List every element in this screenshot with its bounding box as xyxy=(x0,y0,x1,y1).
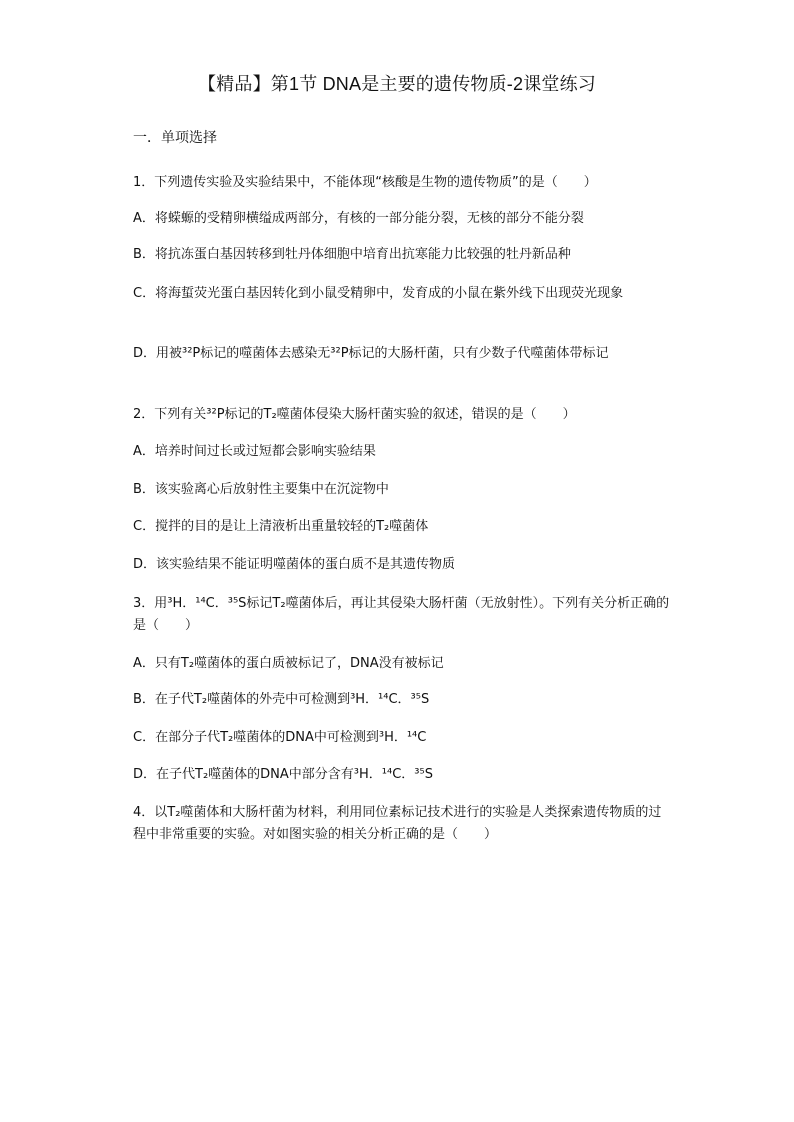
question-2-stem: 2．下列有关³²P标记的T₂噬菌体侵染大肠杆菌实验的叙述，错误的是（ ） xyxy=(133,407,576,422)
question-3-option-d: D．在子代T₂噬菌体的DNA中部分含有³H．¹⁴C．³⁵S xyxy=(133,767,433,782)
question-3-option-c: C．在部分子代T₂噬菌体的DNA中可检测到³H．¹⁴C xyxy=(133,730,427,745)
question-2-option-b: B．该实验离心后放射性主要集中在沉淀物中 xyxy=(133,482,389,497)
question-3-option-b: B．在子代T₂噬菌体的外壳中可检测到³H．¹⁴C．³⁵S xyxy=(133,692,430,707)
question-1-option-a: A．将蝾螈的受精卵横缢成两部分，有核的一部分能分裂，无核的部分不能分裂 xyxy=(133,211,584,226)
section-heading: 一．单项选择 xyxy=(133,130,217,146)
question-3-stem: 3．用³H．¹⁴C．³⁵S标记T₂噬菌体后，再让其侵染大肠杆菌（无放射性）。下列有关分析正确的是（ ） xyxy=(133,596,670,633)
question-3-option-a: A．只有T₂噬菌体的蛋白质被标记了，DNA没有被标记 xyxy=(133,656,444,671)
question-1-option-c: C．将海蜇荧光蛋白基因转化到小鼠受精卵中，发育成的小鼠在紫外线下出现荧光现象 xyxy=(133,286,624,301)
question-2-option-d: D．该实验结果不能证明噬菌体的蛋白质不是其遗传物质 xyxy=(133,557,456,572)
page-title: 【精品】第1节 DNA是主要的遗传物质-2课堂练习 xyxy=(197,74,597,94)
question-1-stem: 1．下列遗传实验及实验结果中，不能体现“核酸是生物的遗传物质”的是（ ） xyxy=(133,175,597,190)
question-2-option-a: A．培养时间过长或过短都会影响实验结果 xyxy=(133,444,376,459)
question-4-stem: 4．以T₂噬菌体和大肠杆菌为材料，利用同位素标记技术进行的实验是人类探索遗传物质的过程中非常重要的实验。对如图实验的相关分析正确的是（ ） xyxy=(133,805,662,842)
question-2-option-c: C．搅拌的目的是让上清液析出重量较轻的T₂噬菌体 xyxy=(133,519,429,534)
question-1-option-d: D．用被³²P标记的噬菌体去感染无³²P标记的大肠杆菌，只有少数子代噬菌体带标记 xyxy=(133,346,609,361)
question-1-option-b: B．将抗冻蛋白基因转移到牡丹体细胞中培育出抗寒能力比较强的牡丹新品种 xyxy=(133,247,571,262)
